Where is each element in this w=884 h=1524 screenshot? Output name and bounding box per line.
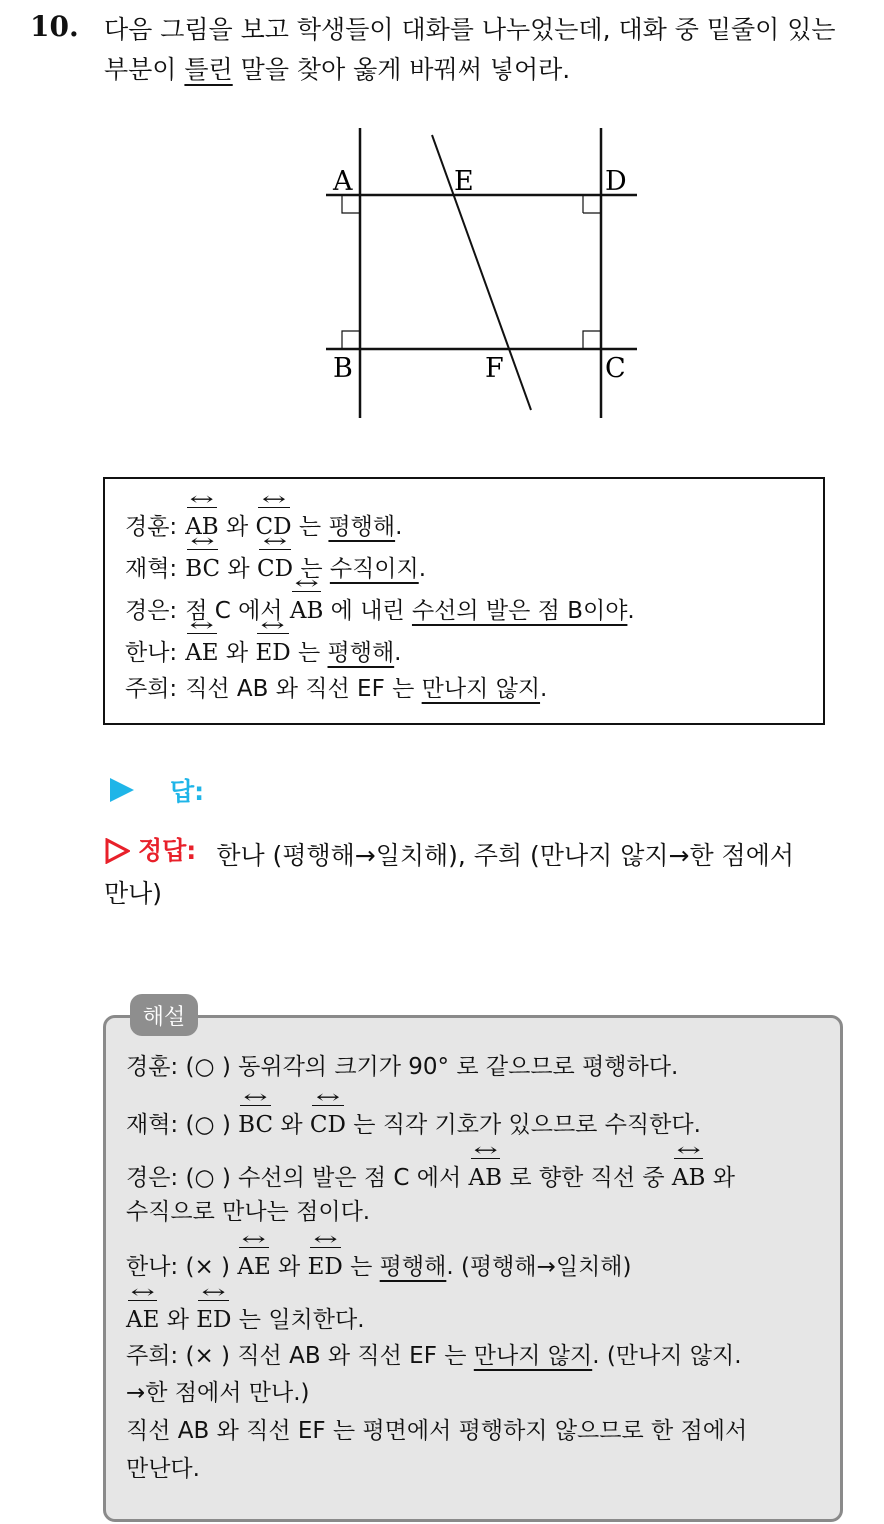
explanation-tab: 해설 [130, 994, 198, 1036]
speaker: 경은: [125, 598, 178, 624]
dialogue-box [103, 477, 825, 725]
speaker: 재혁: [125, 556, 178, 582]
explanation-line-1: 경훈: (○ ) 동위각의 크기가 90° 로 같으므로 평행하다. [126, 1054, 679, 1080]
line-symbol: AE ↔ [126, 1296, 159, 1340]
question-text [104, 10, 874, 90]
line-symbol: CD ↔ [310, 1101, 346, 1145]
solution-text-2: 만나) [104, 879, 163, 908]
explanation-line-2 [126, 1101, 701, 1141]
text: 와 [220, 556, 257, 582]
question-text-part: 말을 찾아 옳게 바꿔써 넣어라. [232, 55, 571, 84]
explanation-line-7 [126, 1336, 742, 1376]
right-angle-mark-c [583, 331, 601, 349]
label-b: B [333, 353, 353, 384]
underlined-phrase: 수선의 발은 점 B이야 [411, 598, 628, 624]
underlined-phrase: 평행해 [327, 640, 395, 666]
line-symbol: AB ↔ [672, 1154, 706, 1198]
outline-triangle-icon [104, 838, 130, 864]
line-symbol: CD ↔ [256, 503, 292, 547]
right-angle-mark-a [342, 195, 360, 213]
answer-label: 답: [170, 777, 205, 806]
text: 와 [270, 1254, 308, 1280]
label-c: C [605, 353, 626, 384]
speaker: 주희: [125, 676, 178, 702]
label-d: D [605, 166, 627, 197]
line-symbol: BC ↔ [185, 545, 220, 589]
dialogue-line-4 [125, 629, 401, 669]
text: 경은: (○ ) 수선의 발은 점 C 에서 [126, 1165, 469, 1191]
text: 재혁: (○ ) [126, 1112, 239, 1138]
play-triangle-icon [110, 778, 134, 802]
explanation-line-9: 직선 AB 와 직선 EF 는 평면에서 평행하지 않으므로 한 점에서 [126, 1418, 748, 1444]
text: . [540, 676, 548, 702]
explanation-line-8: →한 점에서 만나.) [126, 1380, 310, 1406]
underlined-phrase: 수직이지 [329, 556, 419, 582]
dialogue-line-5 [125, 669, 547, 709]
solution-head [104, 832, 196, 870]
label-f: F [485, 353, 504, 384]
speaker: 한나: [125, 640, 178, 666]
line-symbol: ED ↔ [255, 629, 290, 673]
label-e: E [454, 166, 474, 197]
text: 는 [293, 556, 330, 582]
answer-row [110, 772, 204, 808]
question-line-2 [104, 50, 874, 90]
text: 로 향한 직선 중 [502, 1165, 672, 1191]
line-symbol: BC ↔ [238, 1101, 273, 1145]
text: 주희: (× ) 직선 AB 와 직선 EF 는 [126, 1343, 474, 1369]
text: 한나: (× ) [126, 1254, 238, 1280]
geometry-figure [320, 120, 650, 430]
text: 와 [159, 1307, 197, 1333]
solution-block [104, 832, 864, 913]
line-symbol: AE ↔ [185, 629, 218, 673]
text: 점 C 에서 [185, 598, 290, 624]
line-symbol: AB ↔ [290, 587, 324, 631]
text: 와 [218, 640, 256, 666]
underlined-phrase: 평행해 [328, 514, 396, 540]
dialogue-line-2 [125, 545, 426, 585]
text: 와 [273, 1112, 310, 1138]
label-a: A [333, 166, 353, 197]
text: 는 [291, 514, 329, 540]
text: . (만나지 않지. [592, 1343, 742, 1369]
underlined-phrase: 만나지 않지 [421, 676, 541, 702]
text: 에 내린 [323, 598, 412, 624]
line-symbol: AB ↔ [469, 1154, 503, 1198]
underlined-word: 틀린 [184, 55, 233, 84]
explanation-line-3 [126, 1154, 735, 1194]
solution-label: 정답: [138, 836, 197, 865]
text: 는 직각 기호가 있으므로 수직한다. [345, 1112, 701, 1138]
text: . (평행해→일치해) [446, 1254, 632, 1280]
text: 는 [342, 1254, 380, 1280]
text: 는 [290, 640, 328, 666]
explanation-line-4: 수직으로 만나는 점이다. [126, 1199, 371, 1225]
question-line-1: 다음 그림을 보고 학생들이 대화를 나누었는데, 대화 중 밑줄이 있는 [104, 15, 836, 44]
question-number: 10. [30, 10, 79, 43]
underlined-phrase: 평행해 [379, 1254, 447, 1280]
text: 와 [705, 1165, 735, 1191]
right-angle-mark-b [342, 331, 360, 349]
text: . [394, 640, 402, 666]
line-symbol: CD ↔ [257, 545, 293, 589]
text: . [418, 556, 427, 582]
line-symbol: ED ↔ [308, 1243, 343, 1287]
underlined-phrase: 만나지 않지 [473, 1343, 593, 1369]
text: 는 일치한다. [231, 1307, 365, 1333]
question-text-part: 부분이 [104, 55, 185, 84]
line-symbol: ED ↔ [196, 1296, 231, 1340]
text: . [627, 598, 635, 624]
explanation-line-5 [126, 1243, 631, 1283]
explanation-line-10: 만난다. [126, 1456, 200, 1482]
text: 와 [218, 514, 256, 540]
line-symbol: AE ↔ [237, 1243, 270, 1287]
text: . [395, 514, 403, 540]
speaker: 경훈: [125, 514, 178, 540]
line-ef [432, 135, 531, 410]
explanation-line-6 [126, 1296, 365, 1336]
text: 직선 AB 와 직선 EF 는 [185, 676, 422, 702]
solution-text: 한나 (평행해→일치해), 주희 (만나지 않지→한 점에서 [216, 841, 794, 870]
line-symbol: AB ↔ [185, 503, 219, 547]
